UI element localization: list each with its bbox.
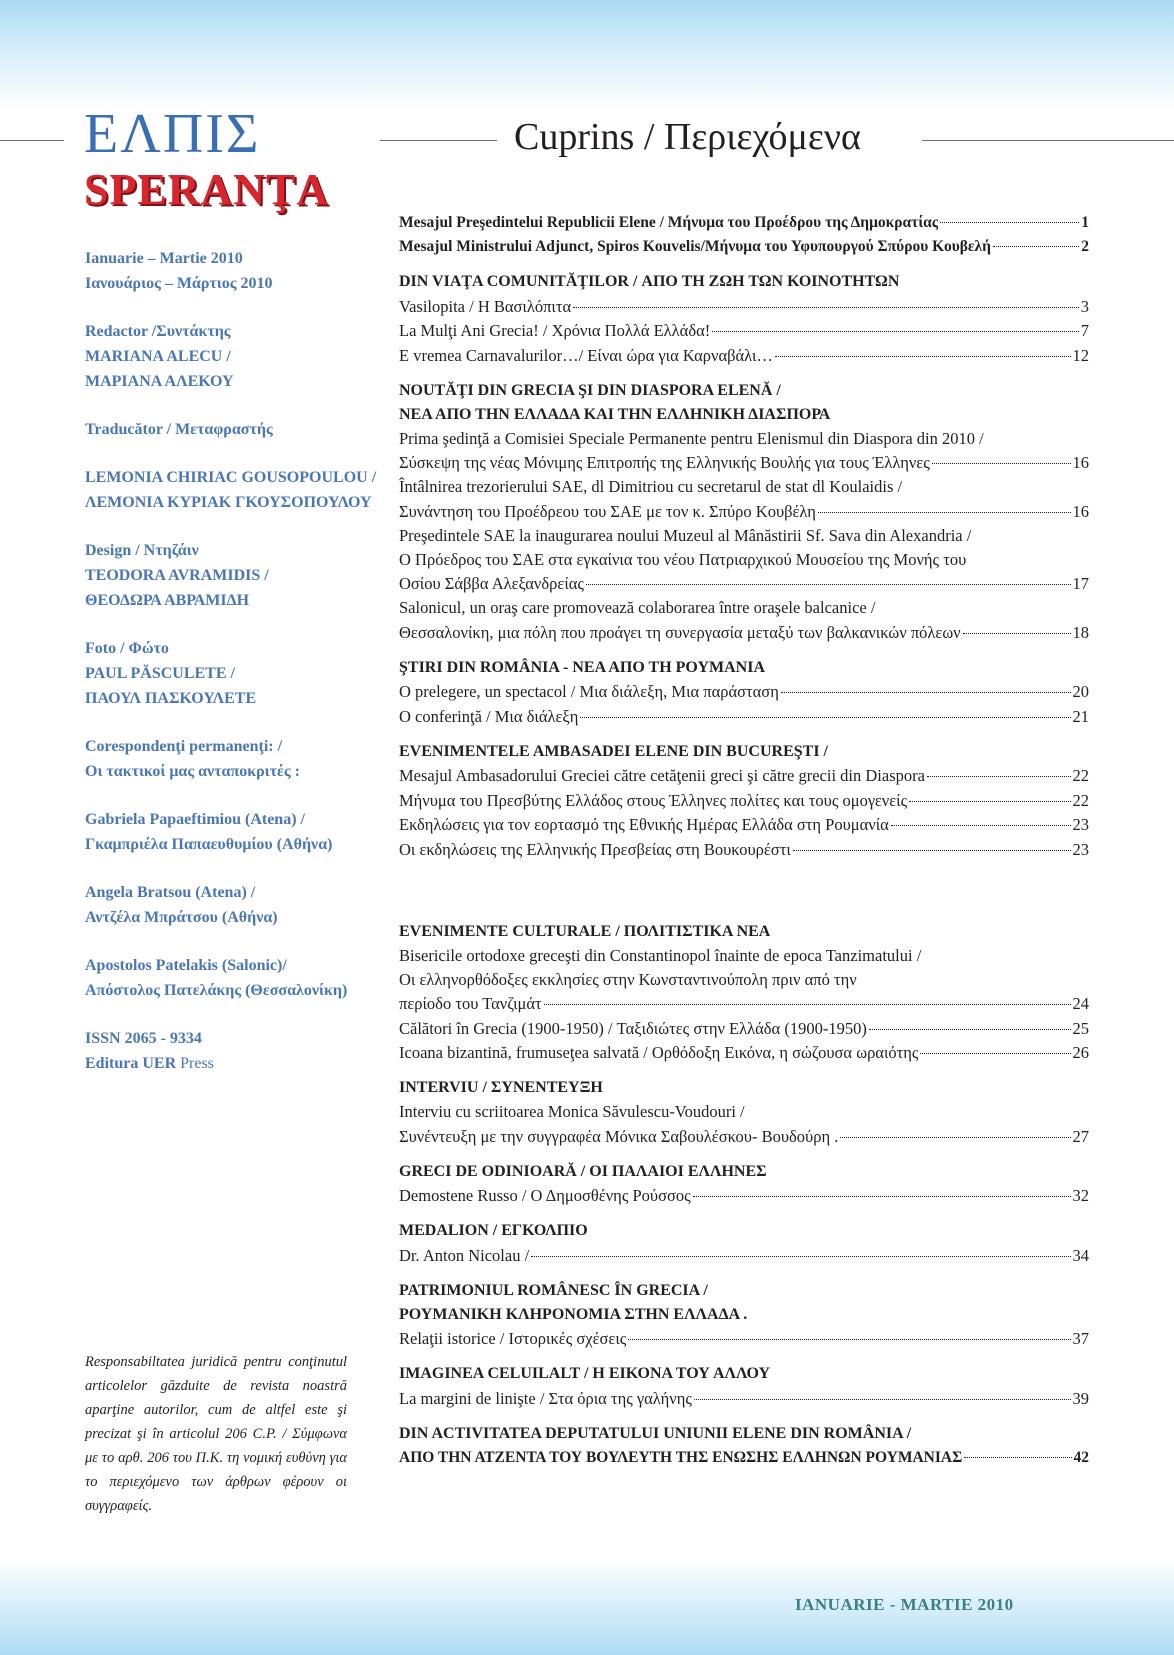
toc-entry [399, 1184, 1089, 1209]
toc-entry-title: E vremea Carnavalurilor…/ Είναι ώρα για Καρναβάλι… [399, 345, 773, 365]
photo-credit: Foto / Φώτο PAUL PĂSCULETE / ΠΑΟΥΛ ΠΑΣΚΟΥΛΕΤΕ [85, 640, 257, 707]
toc-dot-leader [531, 1239, 1070, 1257]
toc-page-number: 2 [1081, 238, 1089, 255]
toc-entry-line: Prima şedinţă a Comisiei Speciale Permanente pentru Elenismul din Diaspora din 2010 / [399, 428, 984, 448]
page-title: Cuprins / Περιεχόμενα [514, 116, 861, 158]
translator-credit: LEMONIA CHIRIAC GOUSOPOULOU / ΛΕΜΟΝΙΑ ΚΥΡΙΑΚ ΓΚΟΥΣΟΠΟΥΛΟΥ [85, 469, 377, 511]
issue-footer: IANUARIE - MARTIE 2010 [795, 1595, 1014, 1614]
toc-section-heading: ΡΟΥΜΑΝΙΚΗ ΚΛΗΡΟΝΟΜΙΑ ΣΤΗΝ ΕΛΛΑΔΑ . [399, 1305, 748, 1323]
toc-entry [399, 1041, 1089, 1066]
toc-section-heading: DIN VIAŢA COMUNITĂŢILOR / ΑΠΟ ΤΗ ΖΩΗ ΤΩΝ ΚΟΙΝΟΤΗΤΩΝ [399, 273, 900, 290]
toc-entry-line: Preşedintele SAE la inaugurarea noului Muzeul al Mânăstirii Sf. Sava din Alexandria / [399, 525, 972, 545]
toc-dot-leader [927, 760, 1071, 778]
toc-dot-leader [840, 1120, 1070, 1138]
toc-entry [399, 499, 1089, 524]
toc-page-number: 12 [1072, 345, 1089, 365]
toc-entry-line: Ο Πρόεδρος του ΣΑΕ στα εγκαίνια του νέου Πατριαρχικού Μουσείου της Μονής του [399, 549, 967, 569]
toc-page-number: 22 [1072, 790, 1089, 810]
table-of-contents [399, 210, 1089, 1481]
toc-entry-line: Bisericile ortodoxe greceşti din Constantinopol înainte de epoca Tanzimatului / [399, 945, 922, 965]
toc-page-number: 22 [1072, 766, 1089, 785]
toc-entry-title: O prelegere, un spectacol / Μια διάλεξη, Μια παράσταση [399, 682, 779, 701]
toc-dot-leader [793, 833, 1071, 851]
toc-page-number: 21 [1072, 706, 1089, 726]
toc-dot-leader [869, 1012, 1071, 1030]
toc-section [399, 1076, 1089, 1149]
toc-section-heading: ΝΕΑ ΑΠΟ ΤΗΝ ΕΛΛΑΔΑ ΚΑΙ ΤΗΝ ΕΛΛΗΝΙΚΗ ΔΙΑΣΠΟΡΑ [399, 405, 831, 423]
toc-section [399, 920, 1089, 1066]
toc-entry-title: La margini de linişte / Στα όρια της γαλήνης [399, 1388, 692, 1408]
toc-entry-title: Μήνυμα του Πρεσβύτης Ελλάδος στους Έλληνες πολίτες και τους ομογενείς [399, 790, 908, 810]
toc-page-number: 39 [1072, 1388, 1089, 1408]
toc-section-heading: IMAGINEA CELUILALT / Η ΕΙΚΟΝΑ ΤΟΥ ΑΛΛΟΥ [399, 1365, 771, 1382]
toc-dot-leader [920, 1037, 1070, 1055]
toc-dot-leader [580, 700, 1070, 718]
title-rule-left [0, 140, 64, 141]
toc-dot-leader [775, 339, 1071, 357]
toc-page-number: 20 [1072, 682, 1089, 701]
issn: ISSN 2065 - 9334 [85, 1030, 202, 1047]
toc-entry-title: Relaţii istorice / Ιστορικές σχέσεις [399, 1329, 627, 1348]
toc-section [399, 1219, 1089, 1268]
toc-section-heading: INTERVIU / ΣΥΝΕΝΤΕΥΞΗ [399, 1079, 603, 1096]
toc-section-heading: DIN ACTIVITATEA DEPUTATULUI UNIUNII ELENE DIN ROMÂNIA / [399, 1424, 912, 1442]
toc-page-number: 25 [1072, 1018, 1089, 1038]
toc-dot-leader [964, 1442, 1071, 1459]
correspondent-1: Gabriela Papaeftimiou (Atena) / Γκαμπριέλα Παπαευθυμίου (Αθήνα) [85, 811, 333, 853]
toc-entry [399, 572, 1089, 597]
toc-page-number: 16 [1072, 501, 1089, 521]
publisher: Editura UER Press [85, 1055, 214, 1072]
toc-page-number: 3 [1080, 296, 1089, 316]
top-gradient-band [0, 0, 1174, 110]
correspondent-2: Angela Bratsou (Atena) / Αντζέλα Μπράτσου (Αθήνα) [85, 884, 278, 926]
toc-page-number: 23 [1072, 839, 1089, 859]
toc-page-number: 27 [1072, 1126, 1089, 1146]
toc-page-number: 7 [1080, 321, 1089, 340]
toc-entry [399, 451, 1089, 476]
toc-page-number: 24 [1072, 994, 1089, 1013]
toc-dot-leader [932, 447, 1071, 465]
toc-entry [399, 1124, 1089, 1149]
toc-dot-leader [909, 784, 1070, 802]
toc-entry [399, 343, 1089, 368]
toc-entry [399, 210, 1089, 235]
toc-entry-title: Dr. Anton Nicolau / [399, 1245, 530, 1265]
toc-dot-leader [818, 495, 1071, 513]
toc-entry-title: Icoana bizantină, frumuseţea salvată / Ορθόδοξη Εικόνα, η σώζουσα ωραιότης [399, 1043, 919, 1062]
toc-entry [399, 1243, 1089, 1268]
toc-entry [399, 620, 1089, 645]
toc-section-heading: ŞTIRI DIN ROMÂNIA - ΝΕΑ ΑΠΟ ΤΗ ΡΟΥΜΑΝΙΑ [399, 658, 765, 676]
toc-dot-leader [573, 290, 1079, 308]
logo-latin: SPERANŢA [84, 165, 330, 214]
issue-date: Ianuarie – Martie 2010 Ιανουάριος – Μάρτιος 2010 [85, 250, 273, 292]
toc-section [399, 1160, 1089, 1209]
correspondents-label: Corespondenţi permanenţi: / Οι τακτικοί μας ανταποκριτές : [85, 738, 300, 780]
toc-section-heading: EVENIMENTE CULTURALE / ΠΟΛΙΤΙΣΤΙΚΑ ΝΕΑ [399, 922, 771, 940]
toc-entry-title: La Mulţi Ani Grecia! / Χρόνια Πολλά Ελλάδα! [399, 321, 711, 340]
toc-entry-title: Vasilopita / Η Βασιλόπιτα [399, 296, 572, 316]
toc-entry-title: Συνέντευξη με την συγγραφέα Μόνικα Σαβουλέσκου- Βουδούρη . [399, 1126, 839, 1146]
toc-entry-title: Călători în Grecia (1900-1950) / Ταξιδιώτες στην Ελλάδα (1900-1950) [399, 1018, 867, 1038]
toc-section [399, 1422, 1089, 1471]
toc-entry-title: O conferinţă / Μια διάλεξη [399, 706, 579, 726]
toc-entry-title: Mesajul Ministrului Adjunct, Spiros Kouvelis/Μήνυμα του Υφυπουργού Σπύρου Κουβελή [399, 238, 991, 255]
toc-dot-leader [694, 1382, 1071, 1400]
correspondent-3: Apostolos Patelakis (Salonic)/ Απόστολος Πατελάκης (Θεσσαλονίκη) [85, 957, 348, 999]
toc-dot-leader [891, 809, 1071, 827]
toc-page-number: 32 [1072, 1186, 1089, 1205]
toc-page-number: 1 [1081, 213, 1089, 231]
toc-entry-title: Σύσκεψη της νέας Μόνιμης Επιτροπής της Ελληνικής Βουλής για τους Έλληνες [399, 453, 930, 472]
toc-dot-leader [544, 988, 1071, 1006]
toc-entry-title: Demostene Russo / Ο Δημοσθένης Ρούσσος [399, 1186, 691, 1205]
toc-entry-title: Εκδηλώσεις για τον εορτασμό της Εθνικής Ημέρας Ελλάδα στη Ρουμανία [399, 815, 889, 834]
title-rule-right [922, 140, 1174, 141]
toc-section [399, 1362, 1089, 1411]
toc-entry-title: Mesajul Preşedintelui Republicii Elene / Μήνυμα του Προέδρου της Δημοκρατίας [399, 213, 939, 231]
toc-page-number: 17 [1072, 574, 1089, 593]
toc-lead-messages [399, 210, 1089, 259]
toc-dot-leader [712, 315, 1079, 333]
toc-dot-leader [693, 1180, 1071, 1198]
toc-entry-title: Συνάντηση του Προέδρεου του ΣΑΕ με τον κ. Σπύρο Κουβέλη [399, 501, 816, 521]
toc-section [399, 740, 1089, 862]
toc-page-number: 37 [1072, 1329, 1089, 1348]
toc-entry-line: Salonicul, un oraş care promovează colaborarea între oraşele balcanice / [399, 598, 876, 617]
toc-entry [399, 235, 1089, 260]
toc-dot-leader [628, 1323, 1070, 1341]
toc-entry-title: Mesajul Ambasadorului Greciei către cetăţenii greci şi către grecii din Diaspora [399, 766, 925, 785]
toc-entry [399, 1446, 1089, 1471]
design-credit: Design / Ντηζάιν TEODORA AVRAMIDIS / ΘΕΟΔΩΡΑ ΑΒΡΑΜΙΔΗ [85, 542, 269, 609]
toc-section-heading: PATRIMONIUL ROMÂNESC ÎN GRECIA / [399, 1281, 708, 1299]
masthead-sidebar [85, 246, 375, 1099]
title-rule-middle [380, 140, 497, 141]
toc-section [399, 270, 1089, 368]
toc-section-heading: EVENIMENTELE AMBASADEI ELENE DIN BUCUREŞTI / [399, 742, 828, 760]
toc-dot-leader [586, 568, 1071, 586]
toc-page-number: 16 [1072, 453, 1089, 472]
editor-credit: Redactor /Συντάκτης MARIANA ALECU / ΜΑΡΙΑΝΑ ΑΛΕΚΟΥ [85, 323, 234, 390]
toc-entry-title: ΑΠΟ ΤΗΝ ΑΤΖΕΝΤΑ ΤΟΥ ΒΟΥΛΕΥΤΗ ΤΗΣ ΕΝΩΣΗΣ ΕΛΛΗΝΩΝ ΡΟΥΜΑΝΙΑΣ [399, 1449, 963, 1466]
toc-page-number: 34 [1072, 1245, 1089, 1265]
legal-disclaimer: Responsabiltatea juridică pentru conţinutul articolelor găzduite de revista noastră aparţine autorilor, cum de altfel este şi precizat şi în articolul 206 C.P. / Σύμφωνα με το αρθ. 206 του Π.Κ. τη νομική ευθύνη για το περιεχόμενο των άρθρων φέρουν οι συγγραφείς. [85, 1354, 347, 1514]
toc-page-number: 42 [1073, 1449, 1089, 1466]
toc-section [399, 656, 1089, 729]
toc-section-heading: MEDALION / ΕΓΚΟΛΠΙΟ [399, 1222, 588, 1239]
toc-entry-line: Întâlnirea trezorierului SAE, dl Dimitriou cu secretarul de stat dl Koulaidis / [399, 477, 903, 496]
toc-page-number: 18 [1072, 622, 1089, 642]
toc-entry [399, 837, 1089, 862]
toc-section [399, 379, 1089, 645]
toc-entry-title: Θεσσαλονίκη, μια πόλη που προάγει τη συνεργασία μεταξύ των βαλκανικών πόλεων [399, 622, 961, 642]
toc-entry-line: Interviu cu scriitoarea Monica Săvulescu-Voudouri / [399, 1102, 745, 1121]
toc-page-number: 26 [1072, 1043, 1089, 1062]
toc-entry [399, 1386, 1089, 1411]
toc-dot-leader [940, 206, 1079, 223]
translator-label: Traducător / Μεταφραστής [85, 421, 273, 438]
toc-entry-title: Οσίου Σάββα Αλεξανδρείας [399, 574, 584, 593]
toc-dot-leader [993, 231, 1079, 248]
publication-info [85, 1026, 375, 1076]
toc-section-heading: GRECI DE ODINIOARĂ / ΟΙ ΠΑΛΑΙΟΙ ΕΛΛΗΝΕΣ [399, 1162, 767, 1180]
toc-dot-leader [781, 676, 1071, 694]
toc-entry-title: περίοδο του Τανζιμάτ [399, 994, 542, 1013]
toc-section [399, 1279, 1089, 1352]
toc-entry [399, 704, 1089, 729]
toc-page-number: 23 [1072, 815, 1089, 834]
toc-entry-line: Οι ελληνορθόδοξες εκκλησίες στην Κωνσταντινούπολη πριν από την [399, 969, 857, 989]
logo-greek: ΕΛΠΙΣ [84, 103, 261, 165]
toc-entry-title: Οι εκδηλώσεις της Ελληνικής Πρεσβείας στη Βουκουρέστι [399, 839, 791, 859]
toc-entry [399, 1327, 1089, 1352]
toc-section-heading: NOUTĂŢI DIN GRECIA ŞI DIN DIASPORA ELENĂ / [399, 381, 781, 399]
toc-dot-leader [963, 616, 1071, 634]
